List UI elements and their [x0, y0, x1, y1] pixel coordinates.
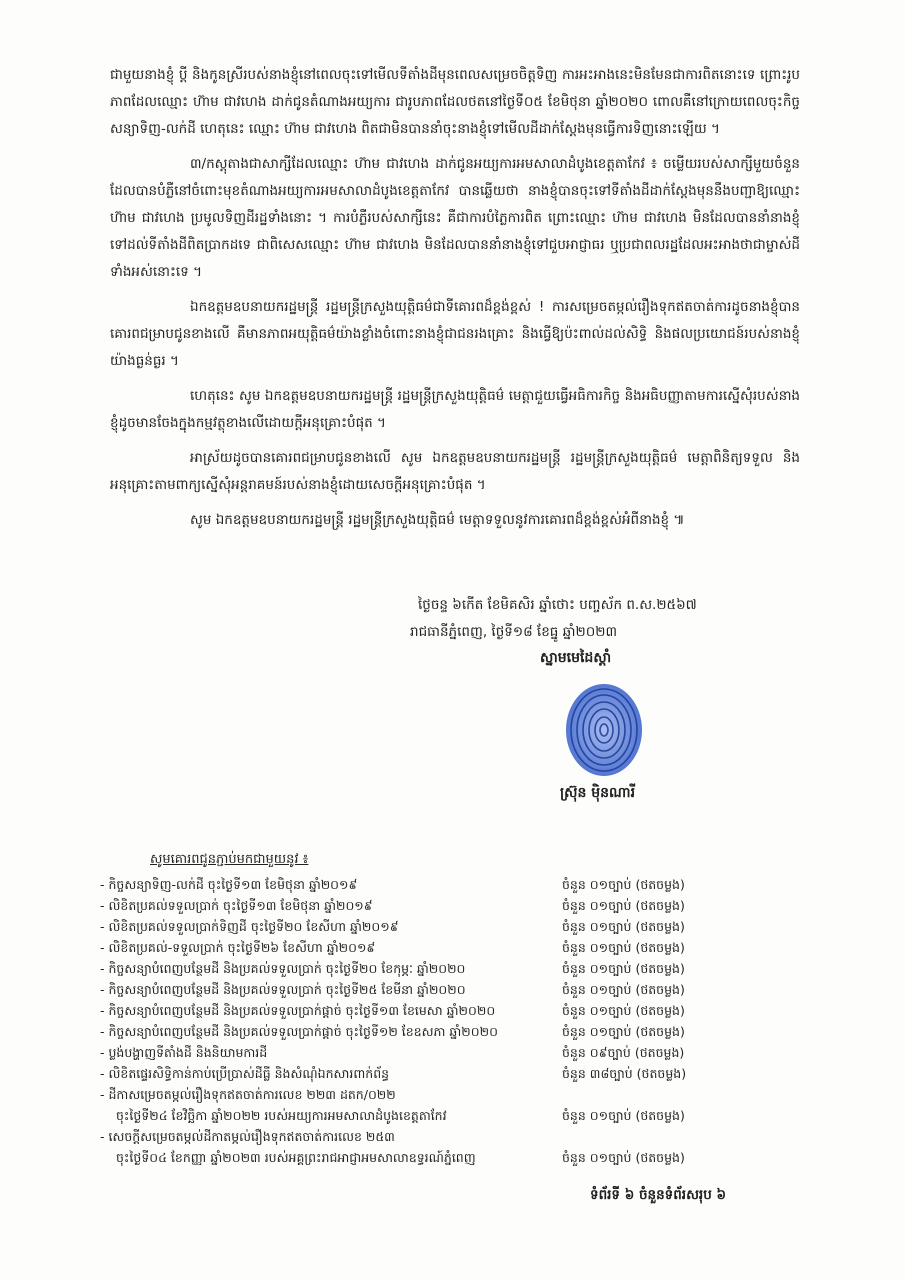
paragraph-4: ហេតុនេះ សូម ឯកឧត្តមឧបនាយករដ្ឋមន្ត្រី រដ្ឋមន្ត្រីក្រសួងយុត្តិធម៌ មេត្តាជួយធ្វើអធិការកិច្ច និងអធិបញ្ញាតាមការស្នើសុំរបស់នាងខ្ញុំដូចមានចែងក្នុងកម្មវត្ថុខាងលើដោយក្តីអនុគ្រោះបំផុត ។ — [110, 388, 800, 431]
enclosure-count: ចំនួន ០១ច្បាប់ (ថតចម្លង) — [562, 898, 685, 913]
enclosure-item — [100, 1084, 820, 1126]
enclosure-desc: - ប្លង់បង្ហាញទីតាំងដី និងនិយាមការដី — [100, 1045, 268, 1060]
paragraph-5: អាស្រ័យដូចបានគោរពជម្រាបជូនខាងលើ សូម ឯកឧត្តមឧបនាយករដ្ឋមន្ត្រី រដ្ឋមន្ត្រីក្រសួងយុត្តិធម៌ មេត្តាពិនិត្យទទួល និង អនុគ្រោះតាមពាក្យស្នើសុំអន្តរាគមន៍របស់នាងខ្ញុំដោយសេចក្តីអនុគ្រោះបំផុត ។ — [110, 450, 800, 493]
enclosure-desc-line2: ចុះថ្ងៃទី២៤ ខែវិច្ឆិកា ឆ្នាំ២០២២ របស់អយ្យការអមសាលាដំបូងខេត្តតាកែវ — [116, 1108, 447, 1123]
enclosure-desc: - កិច្ចសន្យាបំពេញបន្ថែមដី និងប្រគល់ទទួលប្រាក់ផ្តាច់ ចុះថ្ងៃទី១៣ ខែមេសា ឆ្នាំ២០២០ — [100, 1003, 496, 1018]
enclosure-count: ចំនួន ០១ច្បាប់ (ថតចម្លង) — [562, 1150, 685, 1165]
enclosure-desc-line1: - សេចក្តីសម្រេចតម្កល់ដីកាតម្កល់រឿងទុកឥតចាត់ការលេខ ២៥៣ — [100, 1129, 395, 1144]
enclosure-item — [100, 937, 820, 958]
enclosure-desc: - កិច្ចសន្យាបំពេញបន្ថែមដី និងប្រគល់ទទួលប្រាក់ ចុះថ្ងៃទី២៥ ខែមីនា ឆ្នាំ២០២០ — [100, 982, 466, 997]
paragraph-3: ឯកឧត្តមឧបនាយករដ្ឋមន្ត្រី រដ្ឋមន្ត្រីក្រសួងយុត្តិធម៌ជាទីគោរពដ៏ខ្ពង់ខ្ពស់ ! ការសម្រេចតម្កល់រឿងទុកឥតចាត់ការដូចនាងខ្ញុំបានគោរពជម្រាបជូនខាងលើ គឺមានភាពអយុត្តិធម៌យ៉ាងខ្លាំងចំពោះនាងខ្ញុំជាជនរងគ្រោះ និងធ្វើឱ្យប៉ះពាល់ដល់សិទ្ធិ និងផលប្រយោជន៍របស់នាងខ្ញុំយ៉ាងធ្ងន់ធ្ងរ ។ — [110, 299, 800, 369]
signer-name: ស្រ៊ុន ម៉ិនណារី — [560, 785, 636, 801]
page-footer: ទំព័រទី ៦ ចំនួនទំព័រសរុប ៦ — [590, 1187, 727, 1203]
date-solar: រាជធានីភ្នំពេញ, ថ្ងៃទី១៨ ខែធ្នូ ឆ្នាំ២០២៣ — [410, 624, 618, 640]
enclosure-item — [100, 916, 820, 937]
date-block — [410, 592, 810, 646]
signature-label: ស្នាមមេដៃស្តាំ — [540, 650, 612, 666]
enclosure-list — [100, 874, 820, 1168]
letter-body — [110, 62, 800, 542]
enclosure-count: ចំនួន ០១ច្បាប់ (ថតចម្លង) — [562, 919, 685, 934]
enclosure-desc: - លិខិតប្រគល់ទទួលប្រាក់ ចុះថ្ងៃទី១៣ ខែមិថុនា ឆ្នាំ២០១៩ — [100, 898, 373, 913]
paragraph-1: ជាមួយនាងខ្ញុំ ប្តី និងកូនស្រីរបស់នាងខ្ញុំនៅពេលចុះទៅមើលទីតាំងដីមុនពេលសម្រេចចិត្តទិញ ការអះអាងនេះមិនមែនជាការពិតនោះទេ ព្រោះរូបភាពដែលឈ្មោះ ហ៊ាម ជាវហេង ដាក់ជូនតំណាងអយ្យការ ជារូបភាពដែលថតនៅថ្ងៃទី០៥ ខែមិថុនា ឆ្នាំ២០២០ ពោលគឺនៅក្រោយពេលចុះកិច្ចសន្យាទិញ-លក់ដី ហេតុនេះ ឈ្មោះ ហ៊ាម ជាវហេង ពិតជាមិនបាននាំចុះនាងខ្ញុំទៅមើលដីដាក់ស្តែងមុនធ្វើការទិញនោះឡើយ ។ — [110, 67, 800, 137]
enclosure-desc — [100, 1084, 550, 1126]
paragraph-6: សូម ឯកឧត្តមឧបនាយករដ្ឋមន្ត្រី រដ្ឋមន្ត្រីក្រសួងយុត្តិធម៌ មេត្តាទទួលនូវការគោរពដ៏ខ្ពង់ខ្ពស់អំពីនាងខ្ញុំ ៕ — [190, 512, 685, 528]
enclosure-item — [100, 1000, 820, 1021]
enclosure-desc-line2: ចុះថ្ងៃទី០៤ ខែកញ្ញា ឆ្នាំ២០២៣ របស់អគ្គព្រះរាជអាជ្ញាអមសាលាឧទ្ធរណ៍ភ្នំពេញ — [116, 1150, 476, 1165]
enclosure-count: ចំនួន ០១ច្បាប់ (ថតចម្លង) — [562, 1108, 685, 1123]
enclosure-desc-line1: - ដីកាសម្រេចតម្កល់រឿងទុកឥតចាត់ការលេខ ២២៣ ដតក/០២២ — [100, 1087, 396, 1102]
enclosure-count: ចំនួន ០១ច្បាប់ (ថតចម្លង) — [562, 940, 685, 955]
enclosure-count: ចំនួន ០៩ច្បាប់ (ថតចម្លង) — [562, 1045, 685, 1060]
enclosure-desc: - កិច្ចសន្យាបំពេញបន្ថែមដី និងប្រគល់ទទួលប្រាក់ផ្តាច់ ចុះថ្ងៃទី១២ ខែឧសភា ឆ្នាំ២០២០ — [100, 1024, 498, 1039]
enclosure-item — [100, 874, 820, 895]
enclosure-desc: - កិច្ចសន្យាទិញ-លក់ដី ចុះថ្ងៃទី១៣ ខែមិថុនា ឆ្នាំ២០១៩ — [100, 877, 358, 892]
enclosure-item — [100, 1126, 820, 1168]
enclosure-desc — [100, 1126, 550, 1168]
date-lunar: ថ្ងៃចន្ទ ៦កើត ខែមិគសិរ ឆ្នាំថោះ បញ្ចស័ក ព.ស.២៥៦៧ — [418, 597, 697, 613]
enclosure-desc: - លិខិតប្រគល់-ទទួលប្រាក់ ចុះថ្ងៃទី២៦ ខែសីហា ឆ្នាំ២០១៩ — [100, 940, 376, 955]
enclosure-desc: - លិខិតប្រគល់ទទួលប្រាក់ទិញដី ចុះថ្ងៃទី២០ ខែសីហា ឆ្នាំ២០១៩ — [100, 919, 399, 934]
enclosure-item — [100, 979, 820, 1000]
enclosure-count: ចំនួន ០១ច្បាប់ (ថតចម្លង) — [562, 1024, 685, 1039]
enclosure-item — [100, 895, 820, 916]
enclosure-title: សូមគោរពជូនភ្ជាប់មកជាមួយនូវ ៖ — [150, 852, 309, 867]
enclosure-desc: - កិច្ចសន្យាបំពេញបន្ថែមដី និងប្រគល់ទទួលប្រាក់ ចុះថ្ងៃទី២០ ខែកុម្ភៈ ឆ្នាំ២០២០ — [100, 961, 466, 976]
enclosure-item — [100, 1021, 820, 1042]
enclosure-count: ចំនួន ៣៨ច្បាប់ (ថតចម្លង) — [562, 1066, 687, 1081]
enclosure-count: ចំនួន ០១ច្បាប់ (ថតចម្លង) — [562, 1003, 685, 1018]
enclosure-desc: - លិខិតផ្ទេរសិទ្ធិកាន់កាប់ប្រើប្រាស់ដីធ្លី និងសំណុំឯកសារពាក់ព័ន្ធ — [100, 1066, 390, 1081]
enclosure-count: ចំនួន ០១ច្បាប់ (ថតចម្លង) — [562, 961, 685, 976]
enclosure-item — [100, 1042, 820, 1063]
paragraph-2: ៣/កស្តុតាងជាសាក្សីដែលឈ្មោះ ហ៊ាម ជាវហេង ដាក់ជូនអយ្យការអមសាលាដំបូងខេត្តតាកែវ ៖ ចម្លើយរបស់សាក្សីមួយចំនួនដែលបានបំភ្លឺនៅចំពោះមុខតំណាងអយ្យការអមសាលាដំបូងខេត្តតាកែវ បានឆ្លើយថា នាងខ្ញុំបានចុះទៅទីតាំងដីដាក់ស្តែងមុននឹងបញ្ជាឱ្យឈ្មោះ ហ៊ាម ជាវហេង ប្រមូលទិញដីរដ្ឋទាំងនោះ ។ ការបំភ្លឺរបស់សាក្សីនេះ គឺជាការបំភ្លៃការពិត ព្រោះឈ្មោះ ហ៊ាម ជាវហេង មិនដែលបាននាំនាងខ្ញុំទៅដល់ទីតាំងដីពិតប្រាកដទេ ជាពិសេសឈ្មោះ ហ៊ាម ជាវហេង មិនដែលបាននាំនាងខ្ញុំទៅជួបអាជ្ញាធរ ឬប្រជាពលរដ្ឋដែលអះអាងថាជាម្ចាស់ដីទាំងអស់នោះទេ ។ — [110, 156, 800, 280]
enclosure-item — [100, 958, 820, 979]
enclosure-count: ចំនួន ០១ច្បាប់ (ថតចម្លង) — [562, 982, 685, 997]
enclosure-count: ចំនួន ០១ច្បាប់ (ថតចម្លង) — [562, 877, 685, 892]
enclosure-item — [100, 1063, 820, 1084]
fingerprint-icon — [558, 680, 650, 780]
